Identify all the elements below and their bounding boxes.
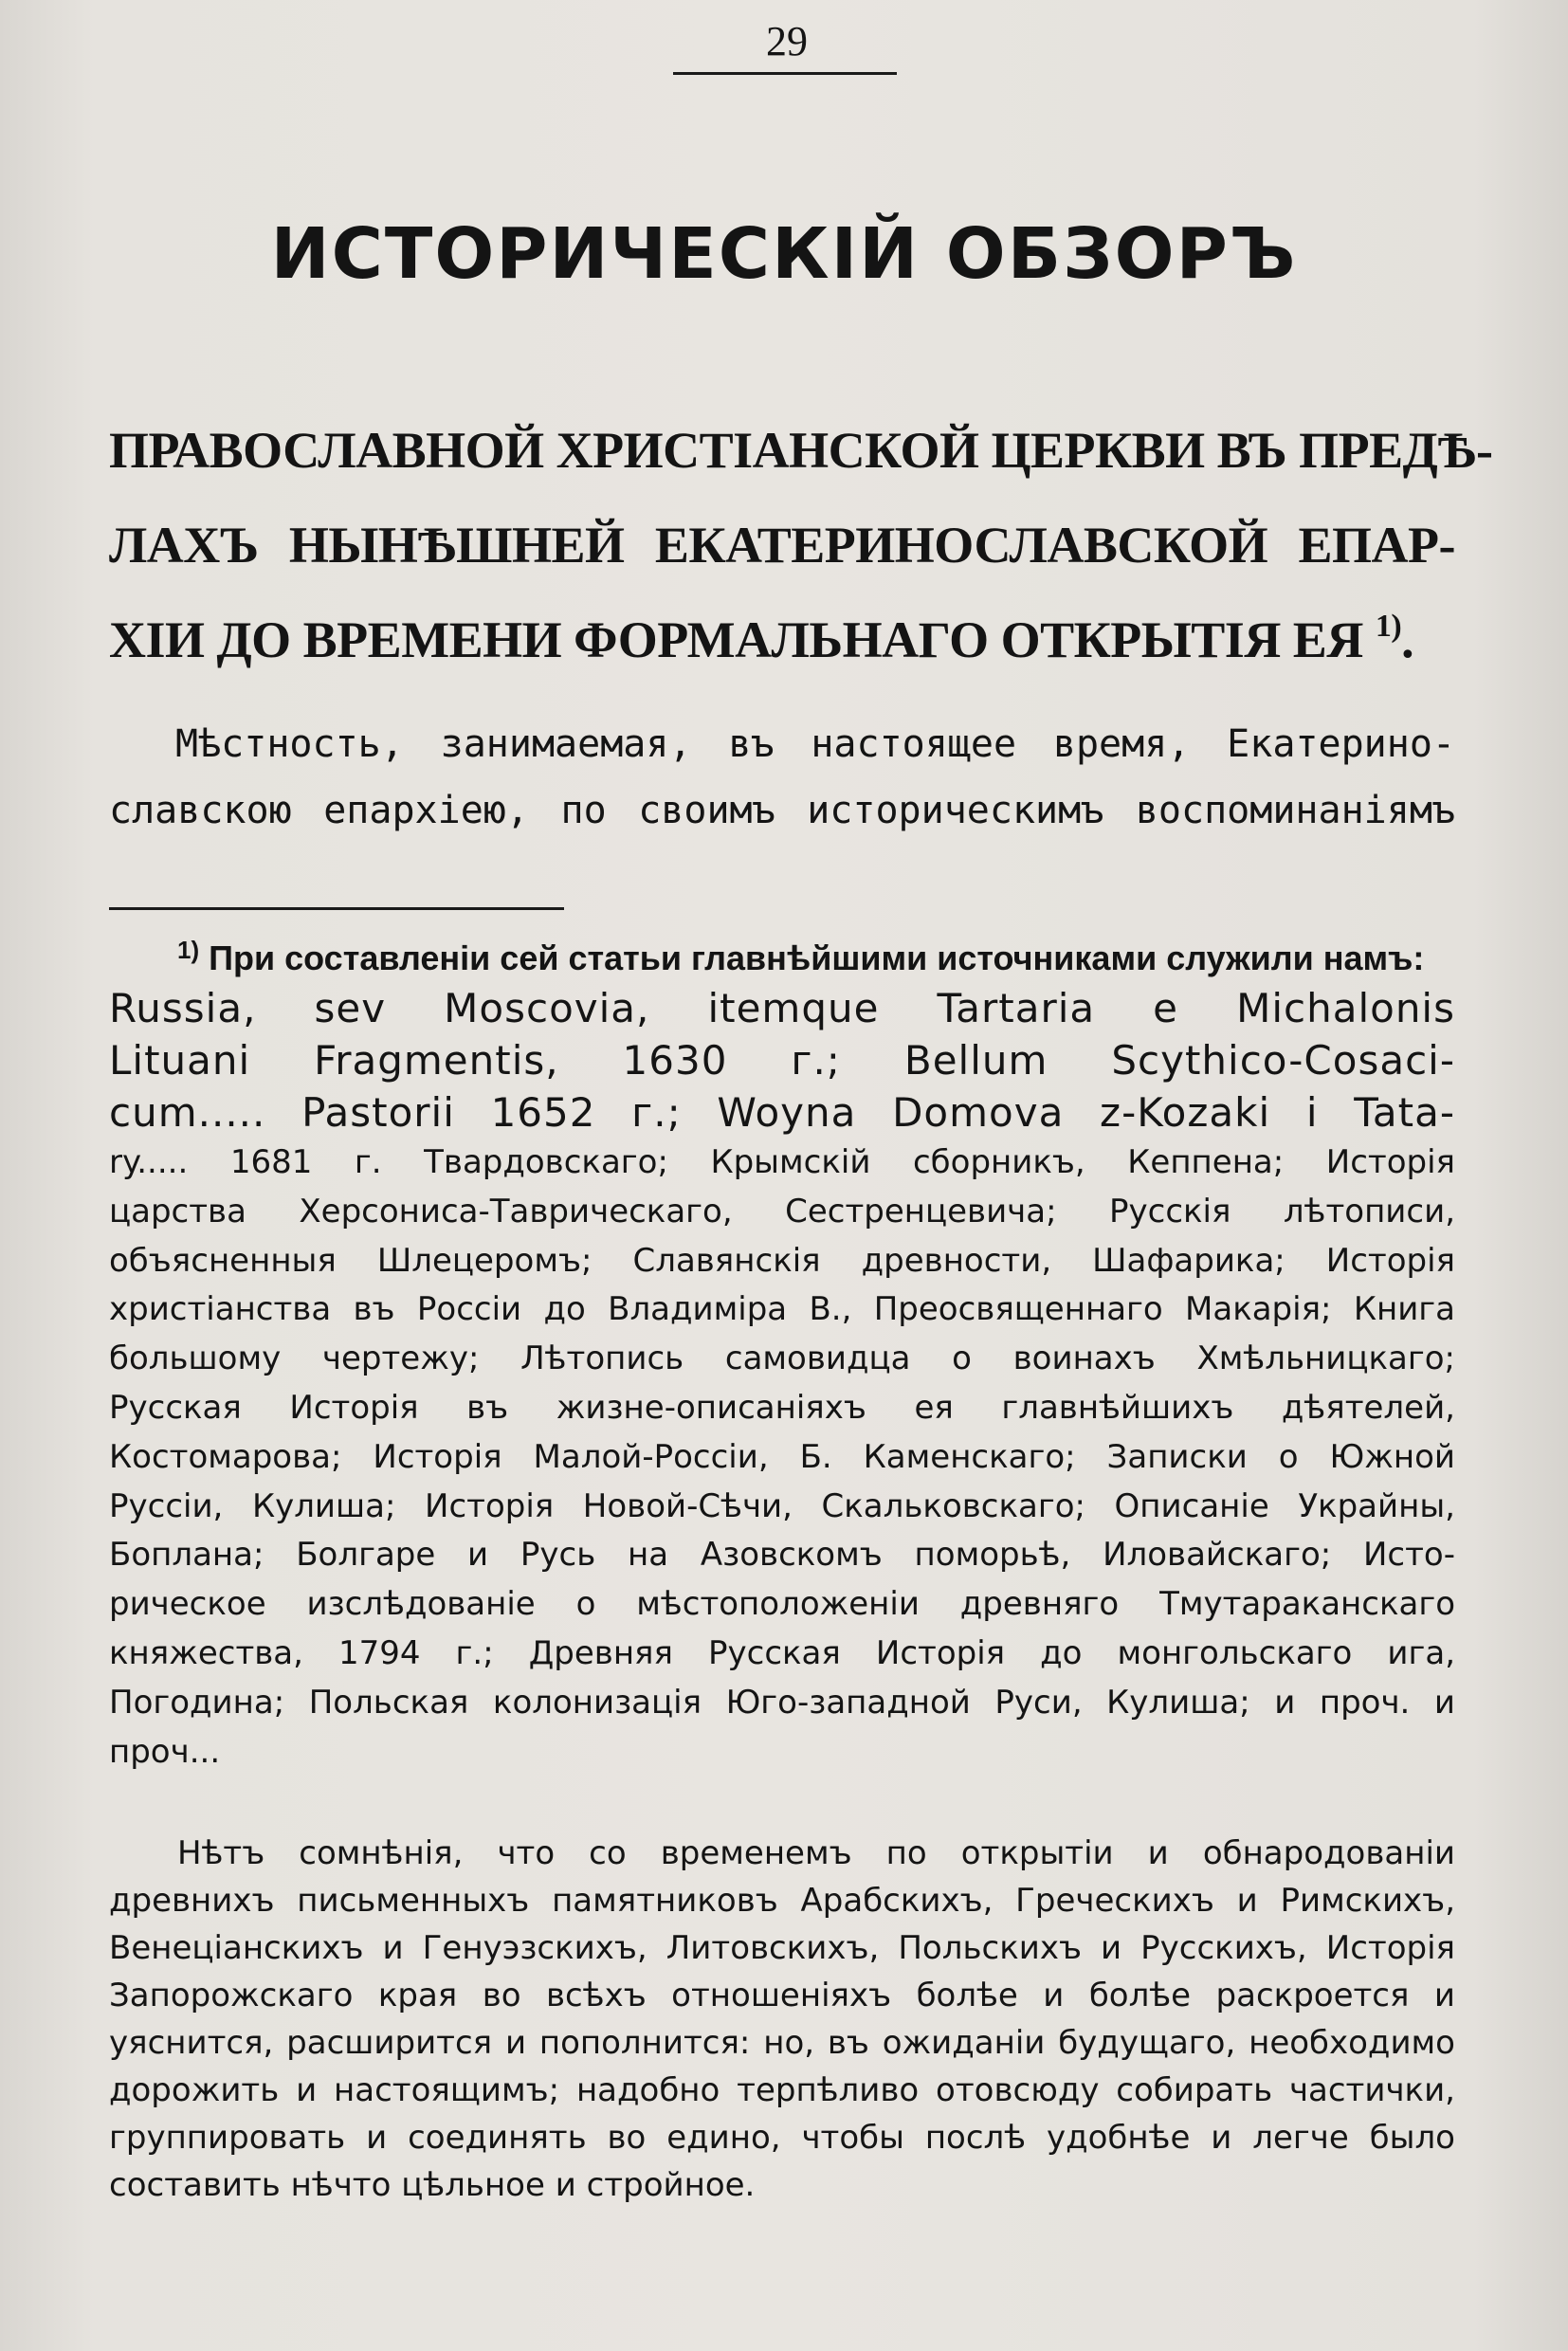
latin-source-line: cum..... Pastorii 1652 г.; Woyna Domova z-Kozaki i Tata- (109, 1089, 1455, 1136)
reference-line: Боплана; Болгаре и Русь на Азовскомъ поморьѣ, Иловайскаго; Исто- (109, 1536, 1455, 1575)
reference-line: объясненныя Шлецеромъ; Славянскія древности, Шафарика; Исторія (109, 1241, 1455, 1280)
subtitle-line: ЛАХЪ НЫНѢШНЕЙ ЕКАТЕРИНОСЛАВСКОЙ ЕПАР- (109, 517, 1455, 574)
intro-paragraph (109, 711, 1455, 844)
closing-line: Венеціанскихъ и Генуэзскихъ, Литовскихъ, Польскихъ и Русскихъ, Исторія (109, 1929, 1455, 1967)
reference-line: христіанства въ Россіи до Владиміра В., Преосвященнаго Макарія; Книга (109, 1290, 1455, 1329)
chapter-subtitle (109, 403, 1493, 687)
subtitle-line-last (109, 592, 1455, 687)
reference-line: Русская Исторія въ жизне-описаніяхъ ея главнѣйшихъ дѣятелей, (109, 1388, 1455, 1427)
reference-line: ry..... 1681 г. Твардовскаго; Крымскій сборникъ, Кеппена; Исторія (109, 1143, 1455, 1181)
closing-line-last: составить нѣчто цѣльное и стройное. (109, 2166, 756, 2204)
footnote-marker: 1) (177, 936, 200, 964)
reference-line: Руссіи, Кулиша; Исторія Новой-Сѣчи, Скальковскаго; Описаніе Украйны, (109, 1486, 1455, 1525)
intro-line: славскою епархіею, по своимъ историческимъ воспоминаніямъ (109, 789, 1455, 832)
page-number-rule (673, 72, 897, 75)
reference-line: Костомарова; Исторія Малой-Россіи, Б. Каменскаго; Записки о Южной (109, 1437, 1455, 1476)
closing-line: Запорожскаго края во всѣхъ отношеніяхъ болѣе и болѣе раскроется и (109, 1977, 1455, 2014)
footnote-reference[interactable]: 1) (1375, 609, 1402, 644)
reference-line: княжества, 1794 г.; Древняя Русская Исторія до монгольскаго ига, (109, 1633, 1455, 1672)
reference-line: рическое изслѣдованіе о мѣстоположеніи древняго Тмутараканскаго (109, 1585, 1455, 1624)
closing-line: Нѣтъ сомнѣнія, что со временемъ по открытіи и обнародованіи (177, 1834, 1455, 1872)
reference-line: царства Херсониса-Таврическаго, Сестренцевича; Русскія лѣтописи, (109, 1192, 1455, 1230)
reference-line-last: проч... (109, 1732, 221, 1771)
reference-line: большому чертежу; Лѣтопись самовидца о воинахъ Хмѣльницкаго; (109, 1340, 1455, 1378)
reference-line: Погодина; Польская колонизація Юго-западной Руси, Кулиша; и проч. и (109, 1683, 1455, 1722)
chapter-title: ИСТОРИЧЕСКІЙ ОБЗОРЪ (270, 213, 1298, 295)
intro-line: Мѣстность, занимаемая, въ настоящее время, Екатерино- (175, 722, 1455, 766)
closing-line: древнихъ письменныхъ памятниковъ Арабскихъ, Греческихъ и Римскихъ, (109, 1882, 1455, 1920)
closing-line: группировать и соединять во едино, чтобы послѣ удобнѣе и легче было (109, 2119, 1455, 2157)
closing-line: дорожить и настоящимъ; надобно терпѣливо отовсюду собирать частички, (109, 2071, 1455, 2109)
footnote-separator (109, 907, 564, 910)
closing-line: уяснится, расширится и пополнится: но, въ ожиданіи будущаго, необходимо (109, 2024, 1455, 2062)
subtitle-line-text: ХІИ ДО ВРЕМЕНИ ФОРМАЛЬНАГО ОТКРЫТІЯ ЕЯ (109, 611, 1363, 668)
footnote-lead-text: При составленіи сей статьи главнѣйшими источниками служили намъ: (209, 939, 1425, 977)
footnote-latin-sources (109, 982, 1455, 1139)
footnote-closing-paragraph (109, 1830, 1455, 2209)
subtitle-line: ПРАВОСЛАВНОЙ ХРИСТІАНСКОЙ ЦЕРКВИ ВЪ ПРЕДѢ- (109, 422, 1493, 479)
page-number: 29 (766, 18, 808, 64)
latin-source-line: Russia, sev Moscovia, itemque Tartaria e Michalonis (109, 985, 1455, 1031)
footnote-lead (109, 935, 1455, 982)
latin-source-line: Lituani Fragmentis, 1630 г.; Bellum Scythico-Cosaci- (109, 1037, 1455, 1084)
footnote-references (109, 1139, 1455, 1777)
subtitle-period: . (1401, 611, 1414, 668)
